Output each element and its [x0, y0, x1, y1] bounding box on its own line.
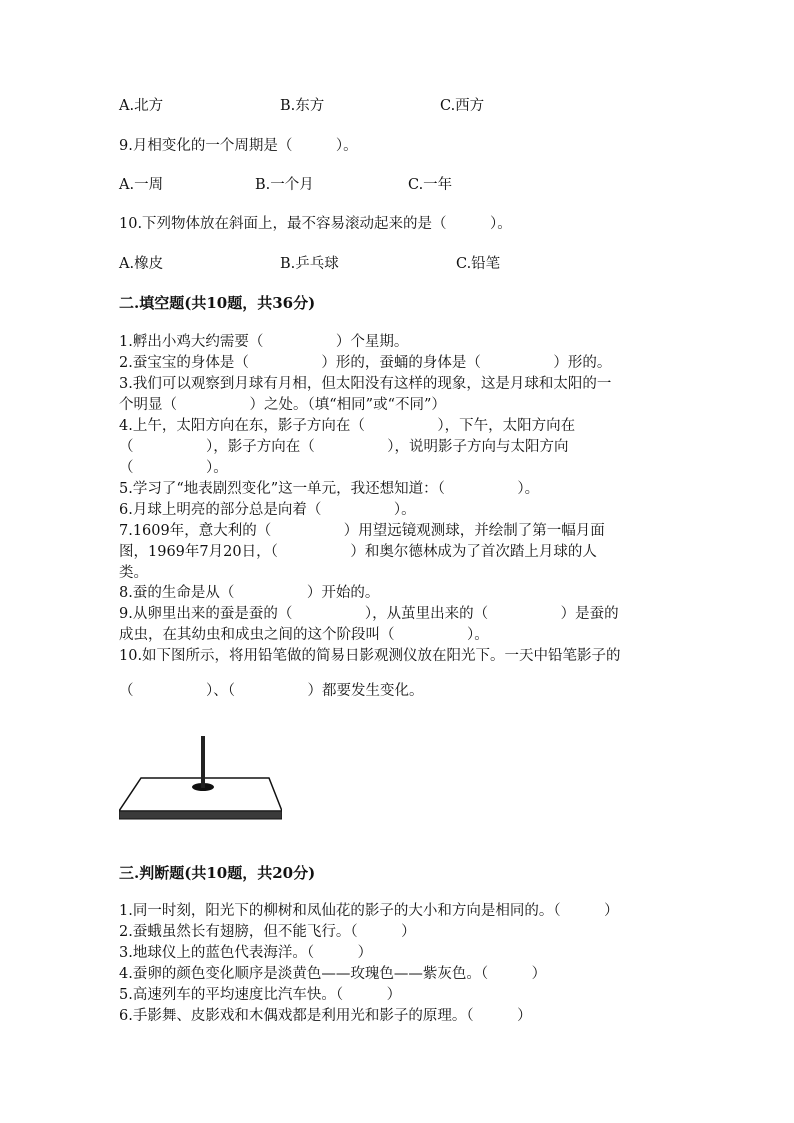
q9-option-a: A.一周 — [119, 177, 164, 193]
judge-line: 2.蚕蛾虽然长有翅膀，但不能飞行。（ ） — [119, 924, 416, 940]
q9-option-c: C.一年 — [408, 177, 453, 193]
judge-line: 6.手影舞、皮影戏和木偶戏都是利用光和影子的原理。（ ） — [119, 1008, 532, 1024]
fill-line: 8.蚕的生命是从（ ）开始的。 — [119, 585, 380, 601]
q9-option-b: B.一个月 — [255, 177, 314, 193]
section-true-false-title: 三.判断题(共10题，共20分) — [119, 864, 316, 882]
question-9-stem: 9.月相变化的一个周期是（ ）。 — [119, 138, 358, 154]
fill-line: （ ），影子方向在（ ），说明影子方向与太阳方向 — [119, 439, 569, 455]
fill-line: 2.蚕宝宝的身体是（ ）形的，蚕蛹的身体是（ ）形的。 — [119, 355, 612, 371]
fill-line: （ ）、（ ）都要发生变化。 — [119, 683, 424, 699]
fill-line: （ ）。 — [119, 460, 228, 476]
fill-line: 9.从卵里出来的蚕是蚕的（ ），从茧里出来的（ ）是蚕的 — [119, 606, 619, 622]
fill-line: 成虫，在其幼虫和成虫之间的这个阶段叫（ ）。 — [119, 627, 489, 643]
section-fill-blank-title: 二.填空题(共10题，共36分) — [119, 294, 316, 312]
question-10-stem: 10.下列物体放在斜面上，最不容易滚动起来的是（ ）。 — [119, 216, 512, 232]
fill-line: 4.上午，太阳方向在东，影子方向在（ ），下午，太阳方向在 — [119, 418, 576, 434]
q10-option-c: C.铅笔 — [456, 256, 501, 272]
fill-line: 6.月球上明亮的部分总是向着（ ）。 — [119, 502, 416, 518]
option-b-east: B.东方 — [280, 98, 325, 114]
fill-line: 3.我们可以观察到月球有月相，但太阳没有这样的现象，这是月球和太阳的一 — [119, 376, 612, 392]
judge-line: 3.地球仪上的蓝色代表海洋。（ ） — [119, 945, 373, 961]
fill-line: 个明显（ ）之处。（填“相同”或“不同”） — [119, 397, 446, 413]
fill-line: 类。 — [119, 565, 148, 581]
fill-line: 10.如下图所示，将用铅笔做的简易日影观测仪放在阳光下。一天中铅笔影子的 — [119, 648, 621, 664]
fill-line: 1.孵出小鸡大约需要（ ）个星期。 — [119, 334, 409, 350]
sundial-pencil-figure — [119, 733, 282, 821]
q10-option-b: B.乒乓球 — [280, 256, 339, 272]
fill-line: 7.1609年，意大利的（ ）用望远镜观测球，并绘制了第一幅月面 — [119, 523, 605, 539]
option-c-west: C.西方 — [440, 98, 485, 114]
judge-line: 5.高速列车的平均速度比汽车快。（ ） — [119, 987, 402, 1003]
q10-option-a: A.橡皮 — [119, 256, 164, 272]
fill-line: 图，1969年7月20日，（ ）和奥尔德林成为了首次踏上月球的人 — [119, 544, 597, 560]
judge-line: 4.蚕卵的颜色变化顺序是淡黄色——玫瑰色——紫灰色。（ ） — [119, 966, 547, 982]
judge-line: 1.同一时刻，阳光下的柳树和凤仙花的影子的大小和方向是相同的。（ ） — [119, 903, 619, 919]
option-a-north: A.北方 — [119, 98, 164, 114]
fill-line: 5.学习了“地表剧烈变化”这一单元，我还想知道：（ ）。 — [119, 481, 540, 497]
